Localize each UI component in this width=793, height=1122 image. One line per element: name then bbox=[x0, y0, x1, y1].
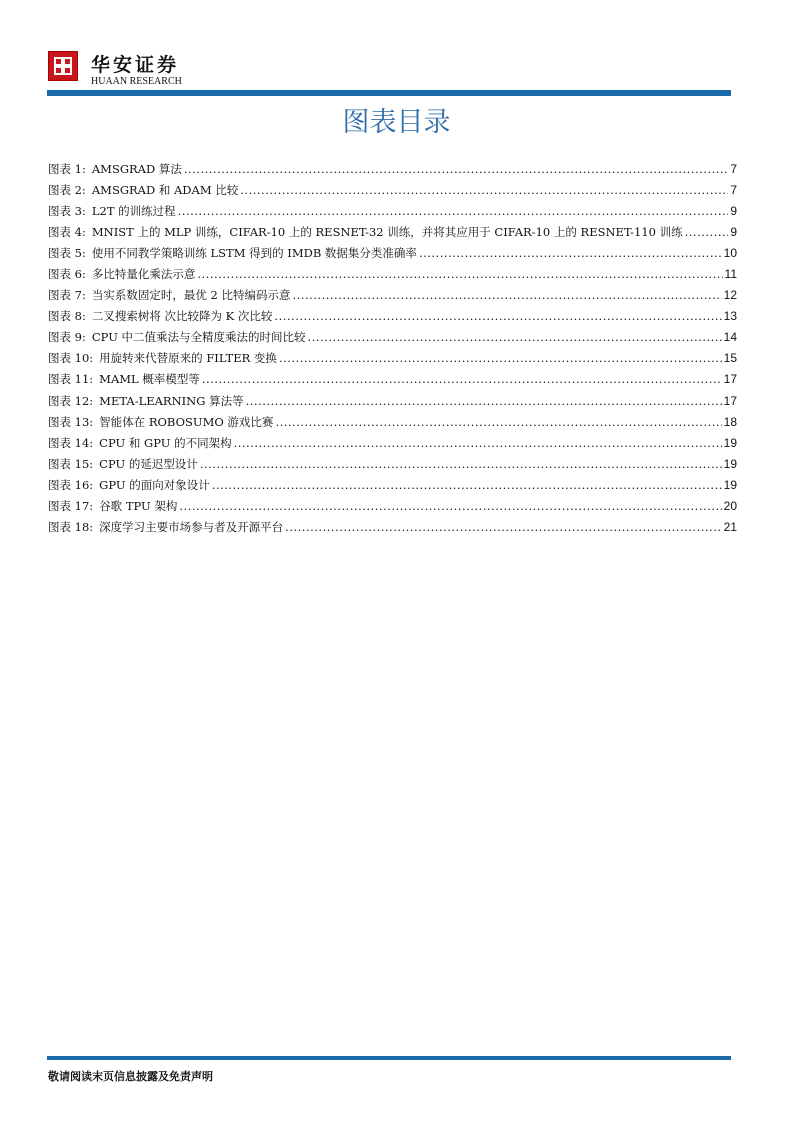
toc-entry-label: 图表 12: bbox=[48, 393, 94, 408]
toc-entry-title[interactable]: 使用不同教学策略训练 LSTM 得到的 IMDB 数据集分类准确率 bbox=[91, 246, 417, 261]
dot-leader bbox=[419, 246, 722, 260]
toc-entry-title[interactable]: 二叉搜索树将 次比较降为 K 次比较 bbox=[91, 309, 273, 324]
dot-leader bbox=[274, 309, 721, 323]
toc-entry-page[interactable]: 17 bbox=[723, 393, 737, 408]
toc-entry[interactable] bbox=[48, 224, 737, 245]
toc-entry-page[interactable]: 21 bbox=[723, 519, 737, 534]
toc-entry-page[interactable]: 20 bbox=[723, 498, 737, 513]
toc-entry-title[interactable]: CPU 的延迟型设计 bbox=[99, 456, 198, 471]
toc-entry-page[interactable]: 15 bbox=[723, 351, 737, 366]
toc-entry-label: 图表 18: bbox=[48, 519, 94, 534]
toc-entry-page[interactable]: 7 bbox=[730, 183, 737, 198]
toc-entry[interactable] bbox=[48, 456, 737, 477]
toc-entry-title[interactable]: 当实系数固定时，最优 2 比特编码示意 bbox=[91, 288, 291, 303]
toc-entry-label: 图表 1: bbox=[48, 162, 86, 176]
toc-entry[interactable] bbox=[48, 498, 737, 519]
toc-entry[interactable] bbox=[48, 161, 737, 182]
toc-entry-label: 图表 15: bbox=[48, 456, 94, 471]
toc-entry-title[interactable]: 多比特量化乘法示意 bbox=[91, 267, 196, 282]
toc-entry-label: 图表 10: bbox=[48, 351, 94, 366]
toc-entry-page[interactable]: 10 bbox=[723, 246, 737, 261]
toc-entry-page[interactable]: 12 bbox=[723, 288, 737, 303]
toc-entry[interactable] bbox=[48, 519, 737, 540]
brand-name-cn: 华安证券 bbox=[91, 54, 180, 76]
toc-entry-title[interactable]: L2T 的训练过程 bbox=[91, 204, 176, 219]
toc-entry-title[interactable]: 智能体在 ROBOSUMO 游戏比赛 bbox=[99, 414, 274, 429]
toc-entry[interactable] bbox=[48, 287, 737, 308]
toc-entry[interactable] bbox=[48, 393, 737, 414]
toc-entry-page[interactable]: 18 bbox=[723, 414, 737, 429]
toc-entry-page[interactable]: 19 bbox=[723, 477, 737, 492]
toc-entry-label: 图表 4: bbox=[48, 225, 86, 240]
toc-entry[interactable] bbox=[48, 308, 737, 329]
toc-entry-page[interactable]: 11 bbox=[724, 267, 737, 282]
dot-leader bbox=[246, 394, 722, 408]
toc-entry-title[interactable]: CPU 和 GPU 的不同架构 bbox=[99, 435, 232, 450]
dot-leader bbox=[234, 436, 722, 450]
toc-entry-label: 图表 7: bbox=[48, 288, 86, 303]
dot-leader bbox=[184, 162, 728, 176]
dot-leader bbox=[685, 225, 729, 239]
toc-entry-label: 图表 17: bbox=[48, 498, 94, 513]
toc-entry[interactable] bbox=[48, 435, 737, 456]
footer-disclaimer: 敬请阅读末页信息披露及免责声明 bbox=[48, 1070, 213, 1083]
dot-leader bbox=[197, 267, 722, 281]
dot-leader bbox=[293, 288, 722, 302]
toc-entry-title[interactable]: GPU 的面向对象设计 bbox=[99, 477, 210, 492]
dot-leader bbox=[285, 520, 721, 534]
toc-entry-title[interactable]: MNIST 上的 MLP 训练，CIFAR-10 上的 RESNET-32 训练，并将其应用于 CIFAR-10 上的 RESNET-110 训练 bbox=[91, 225, 683, 240]
toc-entry[interactable] bbox=[48, 350, 737, 371]
toc-entry-page[interactable]: 19 bbox=[723, 456, 737, 471]
toc-entry-title[interactable]: META-LEARNING 算法等 bbox=[99, 393, 244, 408]
header-divider bbox=[47, 90, 731, 96]
company-logo bbox=[48, 51, 78, 81]
toc-entry-label: 图表 5: bbox=[48, 246, 86, 261]
toc-entry[interactable] bbox=[48, 414, 737, 435]
dot-leader bbox=[179, 499, 721, 513]
toc-entry-title[interactable]: MAML 概率模型等 bbox=[99, 372, 200, 387]
dot-leader bbox=[212, 478, 722, 492]
page-title: 图表目录 bbox=[342, 107, 451, 138]
footer-divider bbox=[47, 1056, 731, 1060]
dot-leader bbox=[202, 372, 722, 386]
dot-leader bbox=[178, 204, 729, 218]
dot-leader bbox=[275, 415, 721, 429]
toc-entry-label: 图表 9: bbox=[48, 330, 86, 345]
toc-entry-title[interactable]: 用旋转来代替原来的 FILTER 变换 bbox=[99, 351, 277, 366]
toc-entry-page[interactable]: 19 bbox=[723, 435, 737, 450]
dot-leader bbox=[279, 351, 722, 365]
dot-leader bbox=[200, 457, 722, 471]
toc-entry-page[interactable]: 13 bbox=[723, 309, 737, 324]
toc-entry-label: 图表 14: bbox=[48, 435, 94, 450]
toc-entry-page[interactable]: 14 bbox=[723, 330, 737, 345]
dot-leader bbox=[240, 183, 728, 197]
toc-entry[interactable] bbox=[48, 371, 737, 392]
toc-entry-title[interactable]: 谷歌 TPU 架构 bbox=[99, 498, 178, 513]
toc-entry[interactable] bbox=[48, 182, 737, 203]
toc-entry[interactable] bbox=[48, 477, 737, 498]
brand-name-en: HUAAN RESEARCH bbox=[91, 76, 182, 87]
toc-entry-title[interactable]: 深度学习主要市场参与者及开源平台 bbox=[99, 519, 284, 534]
toc-entry-page[interactable]: 9 bbox=[730, 204, 737, 219]
toc-entry-label: 图表 6: bbox=[48, 267, 86, 282]
toc-entry-label: 图表 16: bbox=[48, 477, 94, 492]
toc-entry-title[interactable]: AMSGRAD 和 ADAM 比较 bbox=[91, 183, 239, 198]
toc-entry[interactable] bbox=[48, 203, 737, 224]
toc-entry-title[interactable]: CPU 中二值乘法与全精度乘法的时间比较 bbox=[91, 330, 306, 345]
toc-entry-label: 图表 3: bbox=[48, 204, 86, 219]
toc-entry[interactable] bbox=[48, 329, 737, 350]
toc-entry-label: 图表 13: bbox=[48, 414, 94, 429]
toc-entry-page[interactable]: 7 bbox=[730, 162, 737, 176]
toc-entry-label: 图表 2: bbox=[48, 183, 86, 198]
toc-entry[interactable] bbox=[48, 266, 737, 287]
toc-entry[interactable] bbox=[48, 245, 737, 266]
toc-entry-page[interactable]: 17 bbox=[723, 372, 737, 387]
toc-entry-label: 图表 8: bbox=[48, 309, 86, 324]
toc-entry-label: 图表 11: bbox=[48, 372, 94, 387]
toc-entry-title[interactable]: AMSGRAD 算法 bbox=[91, 162, 182, 176]
table-of-figures bbox=[48, 161, 737, 540]
toc-entry-page[interactable]: 9 bbox=[730, 225, 737, 240]
dot-leader bbox=[308, 330, 722, 344]
